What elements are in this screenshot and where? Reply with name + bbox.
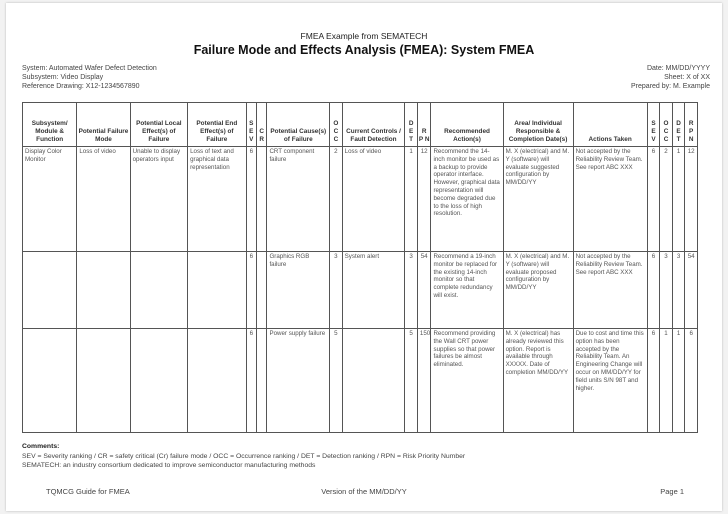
meta-sheet: Sheet: X of XX [664, 74, 710, 81]
cell-occ: 3 [330, 252, 343, 329]
cell-failure-mode: Loss of video [77, 147, 130, 252]
cell-subsystem: Display Color Monitor [23, 147, 77, 252]
cell-end-effect [188, 252, 247, 329]
cell-causes: Graphics RGB failure [267, 252, 330, 329]
comments-line-1: SEV = Severity ranking / CR = safety critical (Cr) failure mode / OCC = Occurrence ranking / DET = Detection ranking / RPN = Risk Priority Number [22, 452, 466, 460]
cell-occ2: 2 [660, 147, 673, 252]
cell-rpn: 54 [417, 252, 431, 329]
cell-controls: System alert [342, 252, 405, 329]
comments-section [22, 442, 465, 471]
cell-sev2: 6 [647, 329, 660, 433]
col-sev2: S E V [647, 103, 660, 147]
col-responsibility: Area/ Individual Responsible & Completion Date(s) [503, 103, 573, 147]
col-end-effect: Potential End Effect(s) of Failure [188, 103, 247, 147]
cell-local-effect [130, 329, 187, 433]
comments-label: Comments: [22, 443, 60, 450]
meta-prepared: Prepared by: M. Example [631, 83, 710, 90]
col-subsystem: Subsystem/ Module & Function [23, 103, 77, 147]
fmea-table [22, 102, 698, 433]
meta-system: System: Automated Wafer Defect Detection [22, 65, 157, 72]
cell-controls: Loss of video [342, 147, 405, 252]
cell-det: 1 [405, 147, 418, 252]
cell-actions-taken: Due to cost and time this option has been accepted by the Reliability Team. An Engineering Change will occur on MM/DD/YY for field units S/N 98T and higher. [573, 329, 647, 433]
cell-rpn2: 12 [685, 147, 698, 252]
table-row [23, 329, 698, 433]
cell-actions: Recommend the 14-inch monitor be used as a backup to provide operator interface. However, graphical data representation will become degraded due to the loss of high resolution. [431, 147, 503, 252]
col-actions: Recommended Action(s) [431, 103, 503, 147]
cell-det: 5 [405, 329, 418, 433]
cell-occ2: 1 [660, 329, 673, 433]
table-header-row [23, 103, 698, 147]
footer-left: TQMCG Guide for FMEA [46, 487, 130, 496]
cell-failure-mode [77, 329, 130, 433]
col-occ: O C C [330, 103, 343, 147]
table-row [23, 252, 698, 329]
footer-center: Version of the MM/DD/YY [321, 487, 407, 496]
cell-causes: CRT component failure [267, 147, 330, 252]
cell-controls [342, 329, 405, 433]
cell-causes: Power supply failure [267, 329, 330, 433]
cell-actions: Recommend providing the Wall CRT power supplies so that power failures be almost eliminated. [431, 329, 503, 433]
col-det2: D E T [672, 103, 685, 147]
cell-occ: 5 [330, 329, 343, 433]
cell-occ2: 3 [660, 252, 673, 329]
cell-rpn2: 6 [685, 329, 698, 433]
cell-det2: 3 [672, 252, 685, 329]
cell-det2: 1 [672, 329, 685, 433]
cell-rpn: 12 [417, 147, 431, 252]
col-local-effect: Potential Local Effect(s) of Failure [130, 103, 187, 147]
cell-responsibility: M. X (electrical) and M. Y (software) will evaluate proposed configuration by MM/DD/YY [503, 252, 573, 329]
table-row [23, 147, 698, 252]
cell-subsystem [23, 329, 77, 433]
cell-local-effect [130, 252, 187, 329]
col-causes: Potential Cause(s) of Failure [267, 103, 330, 147]
col-actions-taken: Actions Taken [573, 103, 647, 147]
footer-page-number: Page 1 [660, 487, 684, 496]
cell-failure-mode [77, 252, 130, 329]
cell-sev: 6 [246, 147, 256, 252]
cell-actions-taken: Not accepted by the Reliability Review Team. See report ABC XXX [573, 252, 647, 329]
col-rpn: R P N [417, 103, 431, 147]
cell-crit [257, 252, 267, 329]
document-title: Failure Mode and Effects Analysis (FMEA): System FMEA [193, 43, 535, 57]
cell-actions: Recommend a 19-inch monitor be replaced for the existing 14-inch monitor so that complete redundancy will exist. [431, 252, 503, 329]
col-rpn2: R P N [685, 103, 698, 147]
cell-responsibility: M. X (electrical) and M. Y (software) will evaluate suggested configuration by MM/DD/YY [503, 147, 573, 252]
document-subtitle: FMEA Example from SEMATECH [300, 31, 428, 41]
cell-sev2: 6 [647, 252, 660, 329]
comments-line-2: SEMATECH: an industry consortium dedicated to improve semiconductor manufacturing methods [22, 462, 316, 469]
cell-local-effect: Unable to display operators input [130, 147, 187, 252]
cell-crit [257, 147, 267, 252]
meta-drawing: Reference Drawing: X12-1234567890 [22, 83, 140, 90]
cell-subsystem [23, 252, 77, 329]
col-det: D E T [405, 103, 418, 147]
col-occ2: O C C [660, 103, 673, 147]
cell-end-effect [188, 329, 247, 433]
col-failure-mode: Potential Failure Mode [77, 103, 130, 147]
cell-responsibility: M. X (electrical) has already reviewed this option. Report is available through XXXXX. Date of completion MM/DD/YY [503, 329, 573, 433]
document-page [6, 3, 722, 511]
meta-date: Date: MM/DD/YYYY [646, 65, 710, 72]
cell-det: 3 [405, 252, 418, 329]
meta-subsystem: Subsystem: Video Display [22, 74, 104, 81]
col-sev: S E V [246, 103, 256, 147]
col-crit: C R [257, 103, 267, 147]
col-controls: Current Controls / Fault Detection [342, 103, 405, 147]
cell-crit [257, 329, 267, 433]
cell-occ: 2 [330, 147, 343, 252]
cell-sev2: 6 [647, 147, 660, 252]
cell-sev: 6 [246, 252, 256, 329]
cell-rpn: 150 [417, 329, 431, 433]
cell-actions-taken: Not accepted by the Reliability Review Team. See report ABC XXX [573, 147, 647, 252]
cell-end-effect: Loss of text and graphical data representation [188, 147, 247, 252]
cell-det2: 1 [672, 147, 685, 252]
cell-sev: 6 [246, 329, 256, 433]
cell-rpn2: 54 [685, 252, 698, 329]
